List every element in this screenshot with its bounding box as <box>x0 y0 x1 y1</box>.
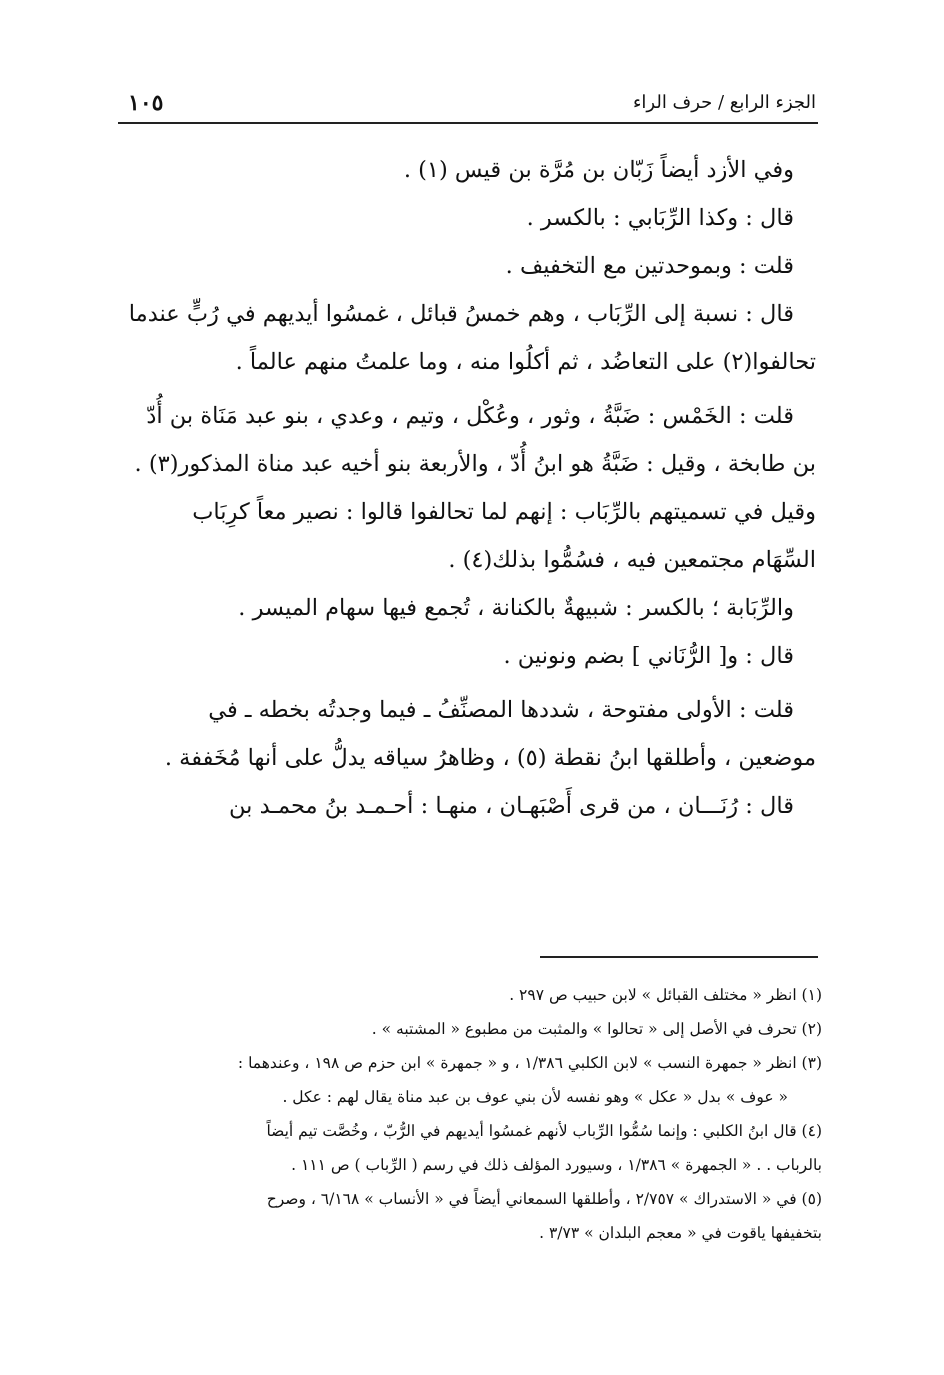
footnote-4: (٤) قال ابنُ الكلبي : وإنما سُمُّوا الرِّباب لأنهم غمسُوا أيديهم في الرُّبّ ، وخُصَّت تيم أيضاً <box>266 1122 822 1140</box>
paragraph: قلت : وبموحدتين مع التخفيف . <box>505 253 794 279</box>
running-title: الجزء الرابع / حرف الراء <box>632 92 816 113</box>
footnote-4-continued: بالرباب . . « الجمهرة » ١/٣٨٦ ، وسيورد المؤلف ذلك في رسم ( الرِّباب ) ص ١١١ . <box>291 1156 822 1174</box>
paragraph: قال : نسبة إلى الرِّبَاب ، وهم خمسُ قبائل ، غمسُوا أيديهم في رُبٍّ عندما تحالفوا(٢) على التعاضُد ، ثم أكلُوا منه ، وما علمتُ منهم عالماً . <box>128 301 816 375</box>
paragraph: قلت : الأولى مفتوحة ، شددها المصنِّفُ ـ فيما وجدتُه بخطه ـ في موضعين ، وأطلقها ابنُ نقطة (٥) ، وظاهرُ سياقه يدلُّ على أنها مُخَففة . <box>164 697 816 771</box>
paragraph: قال : و[ الرُّنَاني ] بضم ونونين . <box>503 643 794 669</box>
footnote-1: (١) انظر « مختلف القبائل » لابن حبيب ص ٢٩٧ . <box>509 986 822 1004</box>
footnote-5-continued: بتخفيفها ياقوت في « معجم البلدان » ٣/٧٣ . <box>539 1224 822 1242</box>
running-head <box>120 92 816 122</box>
main-text <box>128 146 816 830</box>
header-rule <box>118 122 818 124</box>
paragraph: قال : وكذا الرِّبَابي : بالكسر . <box>526 205 794 231</box>
footnote-3-continued: « عوف » بدل « عكل » وهو نفسه لأن بني عوف بن عبد مناة يقال لهم : عكل . <box>282 1088 788 1106</box>
footnote-5: (٥) في « الاستدراك » ٢/٧٥٧ ، وأطلقها السمعاني أيضاً في « الأنساب » ٦/١٦٨ ، وصرح <box>266 1190 822 1208</box>
paragraph: والرِّبَابة ؛ بالكسر : شبيهةٌ بالكنانة ، تُجمع فيها سهام الميسر . <box>238 595 794 621</box>
paragraph: قال : رُنَـــان ، من قرى أَصْبَهـان ، منهـا : أحـمـد بنُ محمـد بن <box>229 793 794 819</box>
paragraph: وفي الأزد أيضاً زَبّان بن مُرَّة بن قيس (١) . <box>403 157 794 183</box>
footnote-3: (٣) انظر « جمهرة النسب » لابن الكلبي ١/٣٨٦ ، و « جمهرة » ابن حزم ص ١٩٨ ، وعندهما : <box>237 1054 822 1072</box>
footnote-2: (٢) تحرف في الأصل إلى « تحالوا » والمثبت من مطبوع « المشتبه » . <box>371 1020 822 1038</box>
paragraph: قلت : الخَمْس : ضَبَّةُ ، وثور ، وعُكْل ، وتيم ، وعدي ، بنو عبد مَنَاة بن أُدّ بن طابخة ، وقيل : ضَبَّةُ هو ابنُ أُدّ ، والأربعة بنو أخيه عبد مناة المذكور(٣) . وقيل في تسميتهم بالرِّبَاب : إنهم لما تحالفوا قالوا : نصير معاً كرِبَاب السِّهَام مجتمعين فيه ، فسُمُّوا بذلك(٤) . <box>134 403 816 573</box>
page-number: ١٠٥ <box>128 90 164 116</box>
footnotes <box>124 978 822 1250</box>
footnote-rule <box>540 956 818 958</box>
